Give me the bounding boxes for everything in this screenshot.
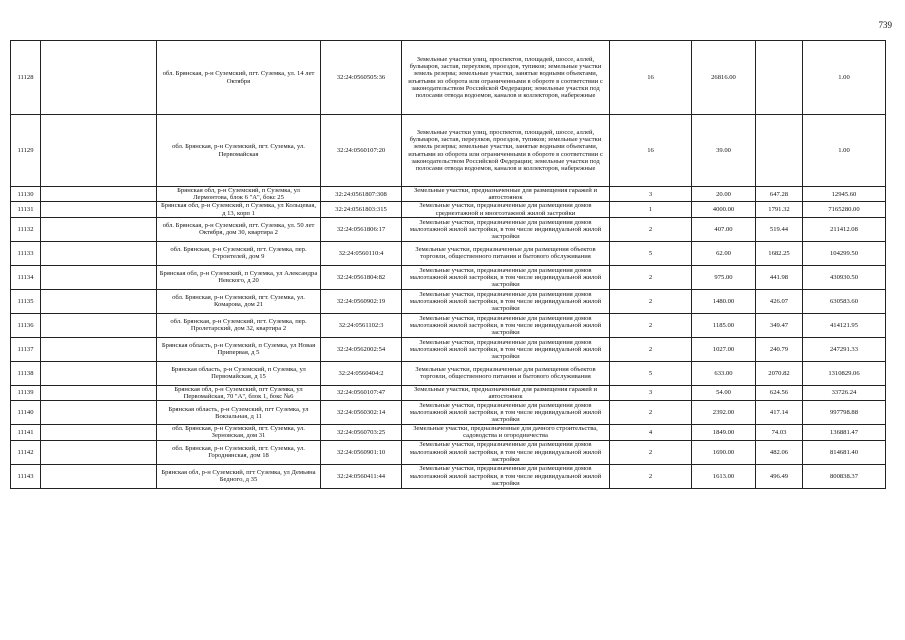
group-cell: 16 — [610, 115, 692, 187]
group-cell: 3 — [610, 187, 692, 202]
table-row — [11, 289, 886, 313]
cadastral-number-cell: 32:24:0560505:36 — [321, 41, 402, 115]
table-row — [11, 313, 886, 337]
table-row — [11, 115, 886, 187]
group-cell: 2 — [610, 337, 692, 361]
specific-value-cell: 349.47 — [756, 313, 803, 337]
spacer-cell — [41, 241, 157, 265]
address-cell: обл. Брянская, р-н Суземский, пгт. Суземка, ул. 14 лет Октября — [157, 41, 321, 115]
row-number: 11135 — [11, 289, 41, 313]
specific-value-cell: 519.44 — [756, 217, 803, 241]
purpose-cell: Земельные участки, предназначенные для размещения домов малоэтажной жилой застройки, в том числе индивидуальной жилой застройки — [402, 464, 610, 488]
row-number: 11130 — [11, 187, 41, 202]
specific-value-cell: 2070.82 — [756, 361, 803, 385]
address-cell: обл. Брянская, р-н Суземский, пгт. Суземка, пер. Строителей, дом 9 — [157, 241, 321, 265]
cadastral-number-cell: 32:24:0560107:47 — [321, 385, 402, 400]
cadastral-number-cell: 32:24:0560404:2 — [321, 361, 402, 385]
row-number: 11140 — [11, 401, 41, 425]
cadastral-number-cell: 32:24:0562002:54 — [321, 337, 402, 361]
area-cell: 26816.00 — [692, 41, 756, 115]
specific-value-cell: 426.07 — [756, 289, 803, 313]
area-cell: 1849.00 — [692, 425, 756, 440]
cadastral-value-cell: 630583.60 — [803, 289, 886, 313]
address-cell: Брянская область, р-н Суземский, пгт Суземка, ул Вокзальная, д 11 — [157, 401, 321, 425]
spacer-cell — [41, 313, 157, 337]
cadastral-value-cell: 136881.47 — [803, 425, 886, 440]
address-cell: Брянская область, р-н Суземский, п Суземка, ул Новая Припервая, д 5 — [157, 337, 321, 361]
cadastral-value-cell: 430930.50 — [803, 265, 886, 289]
group-cell: 2 — [610, 401, 692, 425]
group-cell: 5 — [610, 241, 692, 265]
cadastral-value-cell: 7165280.00 — [803, 202, 886, 217]
cadastral-value-cell: 104299.50 — [803, 241, 886, 265]
group-cell: 2 — [610, 313, 692, 337]
row-number: 11138 — [11, 361, 41, 385]
spacer-cell — [41, 217, 157, 241]
table-row — [11, 202, 886, 217]
area-cell: 1027.00 — [692, 337, 756, 361]
specific-value-cell — [756, 41, 803, 115]
cadastral-number-cell: 32:24:0560703:25 — [321, 425, 402, 440]
cadastral-number-cell: 32:24:0561804:82 — [321, 265, 402, 289]
specific-value-cell: 74.03 — [756, 425, 803, 440]
address-cell: обл. Брянская, р-н Суземский, пгт. Суземка, ул. Первомайская — [157, 115, 321, 187]
area-cell: 975.00 — [692, 265, 756, 289]
spacer-cell — [41, 187, 157, 202]
table-row — [11, 187, 886, 202]
spacer-cell — [41, 337, 157, 361]
address-cell: Брянская обл, р-н Суземский, п Суземка, ул Александра Невского, д 20 — [157, 265, 321, 289]
purpose-cell: Земельные участки улиц, проспектов, площадей, шоссе, аллей, бульваров, застав, переулков, проездов, тупиков; земельные участки земель резерва; земельные участки, занятые водными объектами, изъятыми из оборота или ограниченными в обороте в соответствии с законодательством Российской Федерации; земельные участки под полосами отвода водоемов, каналов и коллекторов, набережные — [402, 115, 610, 187]
table-row — [11, 440, 886, 464]
group-cell: 2 — [610, 265, 692, 289]
group-cell: 16 — [610, 41, 692, 115]
area-cell: 633.00 — [692, 361, 756, 385]
table-row — [11, 385, 886, 400]
area-cell: 2392.00 — [692, 401, 756, 425]
specific-value-cell: 1682.25 — [756, 241, 803, 265]
cadastral-number-cell: 32:24:0560110:4 — [321, 241, 402, 265]
purpose-cell: Земельные участки, предназначенные для размещения домов малоэтажной жилой застройки, в том числе индивидуальной жилой застройки — [402, 265, 610, 289]
cadastral-number-cell: 32:24:0561803:315 — [321, 202, 402, 217]
purpose-cell: Земельные участки улиц, проспектов, площадей, шоссе, аллей, бульваров, застав, переулков, проездов, тупиков; земельные участки земель резерва; земельные участки, занятые водными объектами, изъятыми из оборота или ограниченными в обороте в соответствии с законодательством Российской Федерации; земельные участки под полосами отвода водоемов, каналов и коллекторов, набережные — [402, 41, 610, 115]
cadastral-value-table — [10, 40, 886, 489]
purpose-cell: Земельные участки, предназначенные для размещения домов малоэтажной жилой застройки, в том числе индивидуальной жилой застройки — [402, 401, 610, 425]
address-cell: Брянская обл, р-н Суземский, п Суземка, ул Лермонтова, блок 6 "А", бокс 25 — [157, 187, 321, 202]
purpose-cell: Земельные участки, предназначенные для размещения домов малоэтажной жилой застройки, в том числе индивидуальной жилой застройки — [402, 313, 610, 337]
cadastral-number-cell: 32:24:0560411:44 — [321, 464, 402, 488]
row-number: 11142 — [11, 440, 41, 464]
purpose-cell: Земельные участки, предназначенные для размещения гаражей и автостоянок — [402, 385, 610, 400]
address-cell: обл. Брянская, р-н Суземский, пгт. Суземка, ул. Зерновская, дом 31 — [157, 425, 321, 440]
row-number: 11137 — [11, 337, 41, 361]
area-cell: 4000.00 — [692, 202, 756, 217]
group-cell: 1 — [610, 202, 692, 217]
address-cell: Брянская обл, р-н Суземский, пгт Суземка, ул Первомайская, 70 "А", блок 1, бокс №6 — [157, 385, 321, 400]
group-cell: 2 — [610, 217, 692, 241]
cadastral-value-cell: 211412.08 — [803, 217, 886, 241]
cadastral-number-cell: 32:24:0561102:3 — [321, 313, 402, 337]
cadastral-value-cell: 414121.95 — [803, 313, 886, 337]
cadastral-value-cell: 1310829.06 — [803, 361, 886, 385]
address-cell: обл. Брянская, р-н Суземский, пгт. Суземка, ул. Городнянская, дом 18 — [157, 440, 321, 464]
cadastral-value-cell: 800838.37 — [803, 464, 886, 488]
purpose-cell: Земельные участки, предназначенные для размещения объектов торговли, общественного питания и бытового обслуживания — [402, 241, 610, 265]
cadastral-value-cell: 814681.40 — [803, 440, 886, 464]
table-row — [11, 241, 886, 265]
purpose-cell: Земельные участки, предназначенные для дачного строительства, садоводства и огородничества — [402, 425, 610, 440]
group-cell: 4 — [610, 425, 692, 440]
table-row — [11, 425, 886, 440]
address-cell: Брянская область, р-н Суземский, п Суземка, ул Первомайская, д 15 — [157, 361, 321, 385]
purpose-cell: Земельные участки, предназначенные для размещения домов малоэтажной жилой застройки, в том числе индивидуальной жилой застройки — [402, 440, 610, 464]
row-number: 11143 — [11, 464, 41, 488]
row-number: 11131 — [11, 202, 41, 217]
cadastral-value-cell: 33726.24 — [803, 385, 886, 400]
spacer-cell — [41, 440, 157, 464]
row-number: 11136 — [11, 313, 41, 337]
purpose-cell: Земельные участки, предназначенные для размещения объектов торговли, общественного питания и бытового обслуживания — [402, 361, 610, 385]
purpose-cell: Земельные участки, предназначенные для размещения домов малоэтажной жилой застройки, в том числе индивидуальной жилой застройки — [402, 217, 610, 241]
specific-value-cell: 647.28 — [756, 187, 803, 202]
area-cell: 39.00 — [692, 115, 756, 187]
cadastral-number-cell: 32:24:0560107:20 — [321, 115, 402, 187]
area-cell: 1185.00 — [692, 313, 756, 337]
spacer-cell — [41, 202, 157, 217]
row-number: 11133 — [11, 241, 41, 265]
spacer-cell — [41, 41, 157, 115]
area-cell: 1690.00 — [692, 440, 756, 464]
area-cell: 20.00 — [692, 187, 756, 202]
row-number: 11128 — [11, 41, 41, 115]
purpose-cell: Земельные участки, предназначенные для размещения домов среднеэтажной и многоэтажной жилой застройки — [402, 202, 610, 217]
cadastral-number-cell: 32:24:0561807:308 — [321, 187, 402, 202]
cadastral-number-cell: 32:24:0560902:19 — [321, 289, 402, 313]
purpose-cell: Земельные участки, предназначенные для размещения гаражей и автостоянок — [402, 187, 610, 202]
spacer-cell — [41, 464, 157, 488]
area-cell: 1613.00 — [692, 464, 756, 488]
address-cell: Брянская обл, р-н Суземский, пгт Суземка, ул Демьяна Бедного, д 35 — [157, 464, 321, 488]
cadastral-value-cell: 1.00 — [803, 115, 886, 187]
specific-value-cell: 624.56 — [756, 385, 803, 400]
group-cell: 2 — [610, 289, 692, 313]
purpose-cell: Земельные участки, предназначенные для размещения домов малоэтажной жилой застройки, в том числе индивидуальной жилой застройки — [402, 337, 610, 361]
group-cell: 5 — [610, 361, 692, 385]
cadastral-value-cell: 997798.88 — [803, 401, 886, 425]
spacer-cell — [41, 115, 157, 187]
address-cell: обл. Брянская, р-н Суземский, пгт. Суземка, пер. Пролетарский, дом 32, квартира 2 — [157, 313, 321, 337]
cadastral-number-cell: 32:24:0560901:10 — [321, 440, 402, 464]
spacer-cell — [41, 265, 157, 289]
cadastral-number-cell: 32:24:0561806:17 — [321, 217, 402, 241]
address-cell: обл. Брянская, р-н Суземский, пгт. Суземка, ул. Комарова, дом 21 — [157, 289, 321, 313]
page-number: 739 — [878, 20, 892, 30]
row-number: 11141 — [11, 425, 41, 440]
specific-value-cell: 1791.32 — [756, 202, 803, 217]
cadastral-number-cell: 32:24:0560302:14 — [321, 401, 402, 425]
row-number: 11134 — [11, 265, 41, 289]
row-number: 11139 — [11, 385, 41, 400]
row-number: 11129 — [11, 115, 41, 187]
area-cell: 62.00 — [692, 241, 756, 265]
table-row — [11, 217, 886, 241]
spacer-cell — [41, 361, 157, 385]
table-row — [11, 361, 886, 385]
table-row — [11, 41, 886, 115]
table-row — [11, 265, 886, 289]
cadastral-value-cell: 12945.60 — [803, 187, 886, 202]
area-cell: 54.00 — [692, 385, 756, 400]
specific-value-cell: 240.79 — [756, 337, 803, 361]
address-cell: Брянская обл, р-н Суземский, п Суземка, ул Кольцевая, д 13, корп 1 — [157, 202, 321, 217]
spacer-cell — [41, 385, 157, 400]
spacer-cell — [41, 401, 157, 425]
group-cell: 2 — [610, 440, 692, 464]
spacer-cell — [41, 289, 157, 313]
group-cell: 2 — [610, 464, 692, 488]
specific-value-cell: 496.49 — [756, 464, 803, 488]
group-cell: 3 — [610, 385, 692, 400]
specific-value-cell: 441.98 — [756, 265, 803, 289]
table-row — [11, 337, 886, 361]
cadastral-value-cell: 247291.33 — [803, 337, 886, 361]
table-row — [11, 464, 886, 488]
spacer-cell — [41, 425, 157, 440]
row-number: 11132 — [11, 217, 41, 241]
purpose-cell: Земельные участки, предназначенные для размещения домов малоэтажной жилой застройки, в том числе индивидуальной жилой застройки — [402, 289, 610, 313]
area-cell: 1480.00 — [692, 289, 756, 313]
specific-value-cell: 417.14 — [756, 401, 803, 425]
specific-value-cell: 482.06 — [756, 440, 803, 464]
specific-value-cell — [756, 115, 803, 187]
cadastral-value-cell: 1.00 — [803, 41, 886, 115]
table-row — [11, 401, 886, 425]
address-cell: обл. Брянская, р-н Суземский, пгт. Суземка, ул. 50 лет Октября, дом 30, квартира 2 — [157, 217, 321, 241]
area-cell: 407.00 — [692, 217, 756, 241]
